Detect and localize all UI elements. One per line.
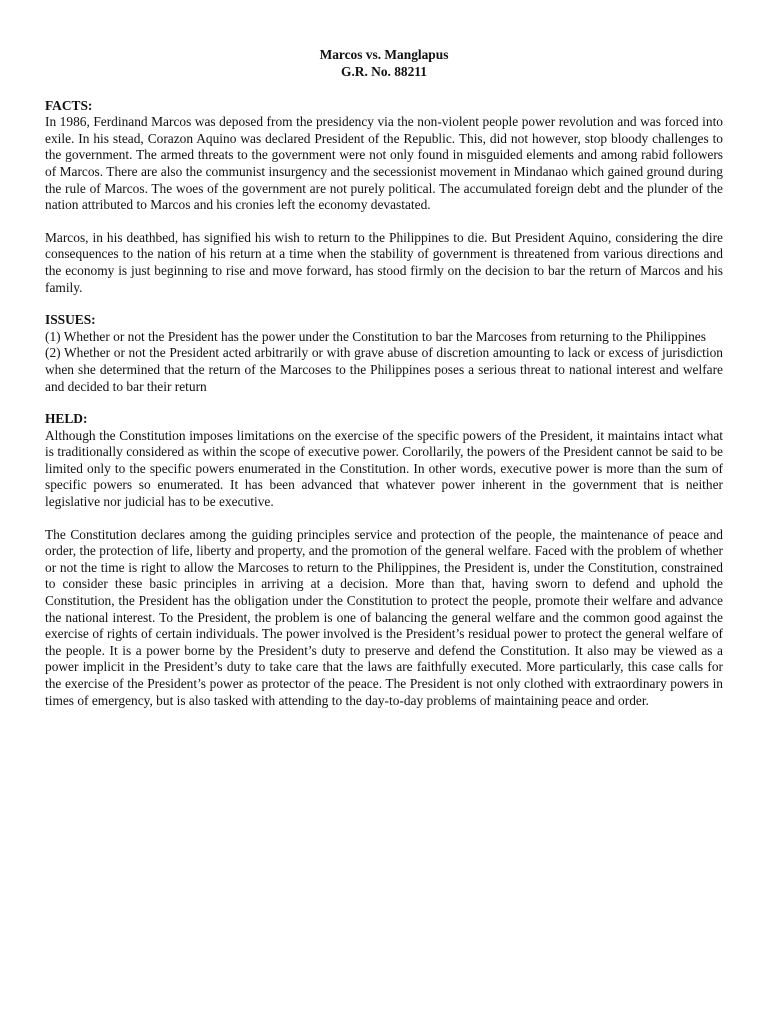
document-page (45, 47, 723, 709)
issues-heading: ISSUES: (45, 312, 96, 328)
held-section (45, 411, 723, 709)
issue-item-2: (2) Whether or not the President acted arbitrarily or with grave abuse of discretion amounting to lack or excess of jurisdiction when she determined that the return of the Marcoses to the Philippines poses a serious threat to national interest and welfare and decided to bar their return (45, 345, 723, 394)
title-block (45, 47, 723, 81)
document-title: Marcos vs. Manglapus (319, 47, 449, 62)
facts-heading: FACTS: (45, 97, 93, 113)
issues-section (45, 312, 723, 395)
held-heading: HELD: (45, 411, 88, 427)
facts-paragraph-1: In 1986, Ferdinand Marcos was deposed from the presidency via the non-violent people power revolution and was forced into exile. In his stead, Corazon Aquino was declared President of the Republic. This, did not however, stop bloody challenges to the government. The armed threats to the government were not only found in misguided elements and among rabid followers of Marcos. There are also the communist insurgency and the secessionist movement in Mindanao which gained ground during the rule of Marcos. The woes of the government are not purely political. The accumulated foreign debt and the plunder of the nation attributed to Marcos and his cronies left the economy devastated. (45, 114, 723, 213)
case-number: G.R. No. 88211 (341, 63, 427, 79)
issue-item-1: (1) Whether or not the President has the power under the Constitution to bar the Marcoses from returning to the Philippines (45, 328, 706, 344)
held-paragraph-2: The Constitution declares among the guiding principles service and protection of the people, the maintenance of peace and order, the protection of life, liberty and property, and the promotion of the general welfare. Faced with the problem of whether or not the time is right to allow the Marcoses to return to the Philippines, the President is, under the Constitution, constrained to consider these basic principles in arriving at a decision. More than that, having sworn to defend and uphold the Constitution, the President has the obligation under the Constitution to protect the people, promote their welfare and advance the national interest. To the President, the problem is one of balancing the general welfare and the common good against the exercise of rights of certain individuals. The power involved is the President’s residual power to protect the general welfare of the people. It is a power borne by the President’s duty to preserve and defend the Constitution. It also may be viewed as a power implicit in the President’s duty to take care that the laws are faithfully executed. More particularly, this case calls for the exercise of the President’s power as protector of the peace. The President is not only clothed with extraordinary powers in times of emergency, but is also tasked with attending to the day-to-day problems of maintaining peace and order. (45, 526, 723, 708)
facts-paragraph-2: Marcos, in his deathbed, has signified his wish to return to the Philippines to die. But President Aquino, considering the dire consequences to the nation of his return at a time when the stability of government is threatened from various directions and the economy is just beginning to rise and move forward, has stood firmly on the decision to bar the return of Marcos and his family. (45, 229, 723, 295)
held-paragraph-1: Although the Constitution imposes limitations on the exercise of the specific powers of the President, it maintains intact what is traditionally considered as within the scope of executive power. Corollarily, the powers of the President cannot be said to be limited only to the specific powers enumerated in the Constitution. In other words, executive power is more than the sum of specific powers so enumerated. It has been advanced that whatever power inherent in the government that is neither legislative nor judicial has to be executive. (45, 427, 723, 510)
facts-section (45, 98, 723, 297)
